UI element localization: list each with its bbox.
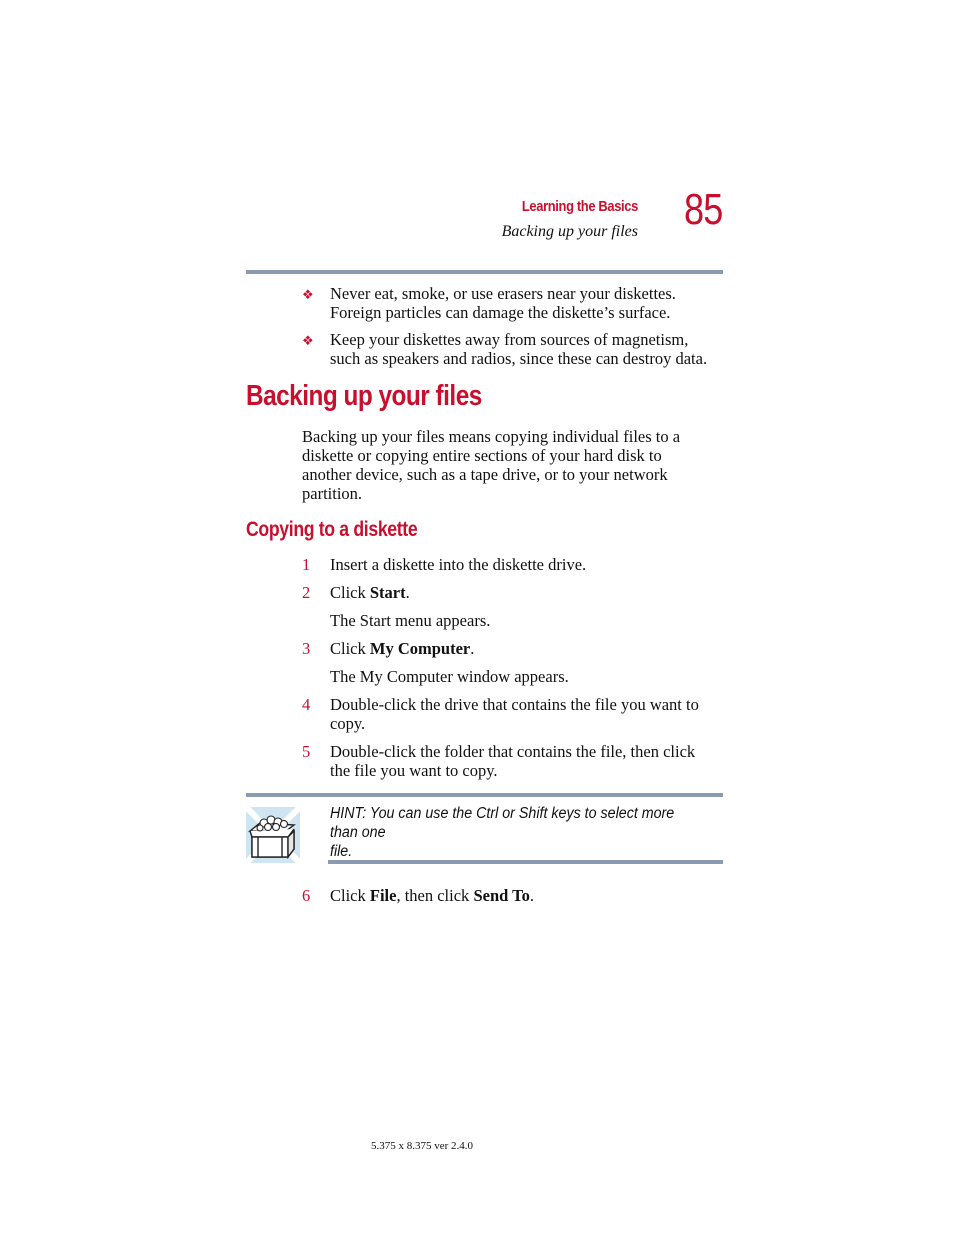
step-text-plain: Click [330, 886, 370, 905]
step-text-bold: Start [369, 583, 406, 602]
bullet-item [330, 284, 676, 322]
step-text-plain: , then click [396, 886, 474, 905]
step-text [330, 695, 699, 733]
step-result: The My Computer window appears. [330, 667, 569, 686]
step-text-plain: Click [330, 583, 370, 602]
running-header-section: Backing up your files [501, 223, 638, 240]
intro-line: another device, such as a tape drive, or to your network [302, 465, 668, 484]
step-text [330, 639, 474, 658]
bullet-mark: ❖ [302, 333, 314, 348]
running-header-chapter: Learning the Basics [521, 198, 638, 215]
step-result: The Start menu appears. [330, 611, 491, 630]
intro-line: Backing up your files means copying individual files to a [302, 427, 681, 446]
step-line: Double-click the folder that contains the file, then click [330, 742, 696, 761]
step-text-plain: . [405, 583, 410, 602]
hint-bottom-rule [328, 860, 723, 864]
step-line: Double-click the drive that contains the file you want to [330, 695, 699, 714]
intro-paragraph [302, 427, 680, 503]
step-line: copy. [330, 714, 366, 733]
step-text [330, 742, 695, 780]
hint-text [330, 804, 691, 861]
version-footer: 5.375 x 8.375 ver 2.4.0 [371, 1140, 474, 1152]
bullet-line: Foreign particles can damage the diskette’s surface. [330, 303, 671, 322]
step-text: Insert a diskette into the diskette drive. [330, 555, 587, 574]
subsection-heading: Copying to a diskette [246, 518, 418, 541]
step-text-bold: File [369, 886, 397, 905]
section-heading: Backing up your files [246, 380, 482, 412]
bullet-line: such as speakers and radios, since these can destroy data. [330, 349, 708, 368]
step-number: 4 [302, 695, 311, 714]
step-number: 5 [302, 742, 311, 761]
treasure-chest-icon [246, 807, 300, 863]
intro-line: diskette or copying entire sections of your hard disk to [302, 446, 662, 465]
bullet-line: Never eat, smoke, or use erasers near your diskettes. [330, 284, 676, 303]
hint-line: HINT: You can use the Ctrl or Shift keys to select more than one [330, 805, 675, 841]
step-number: 6 [302, 886, 311, 905]
step-text [330, 583, 410, 602]
hint-top-rule [246, 793, 723, 797]
page-number: 85 [684, 185, 723, 234]
step-number: 3 [302, 639, 311, 658]
step-number: 2 [302, 583, 311, 602]
step-text-bold: My Computer [369, 639, 471, 658]
step-line: the file you want to copy. [330, 761, 498, 780]
step-text-plain: . [470, 639, 475, 658]
step-text [330, 886, 534, 905]
intro-line: partition. [302, 484, 363, 503]
step-text-plain: Click [330, 639, 370, 658]
hint-line: file. [330, 843, 353, 860]
header-rule [246, 270, 723, 274]
step-text-bold: Send To [473, 886, 530, 905]
step-text-plain: . [529, 886, 534, 905]
step-number: 1 [302, 555, 311, 574]
bullet-line: Keep your diskettes away from sources of magnetism, [330, 330, 689, 349]
bullet-mark: ❖ [302, 287, 314, 302]
bullet-item [330, 330, 707, 368]
